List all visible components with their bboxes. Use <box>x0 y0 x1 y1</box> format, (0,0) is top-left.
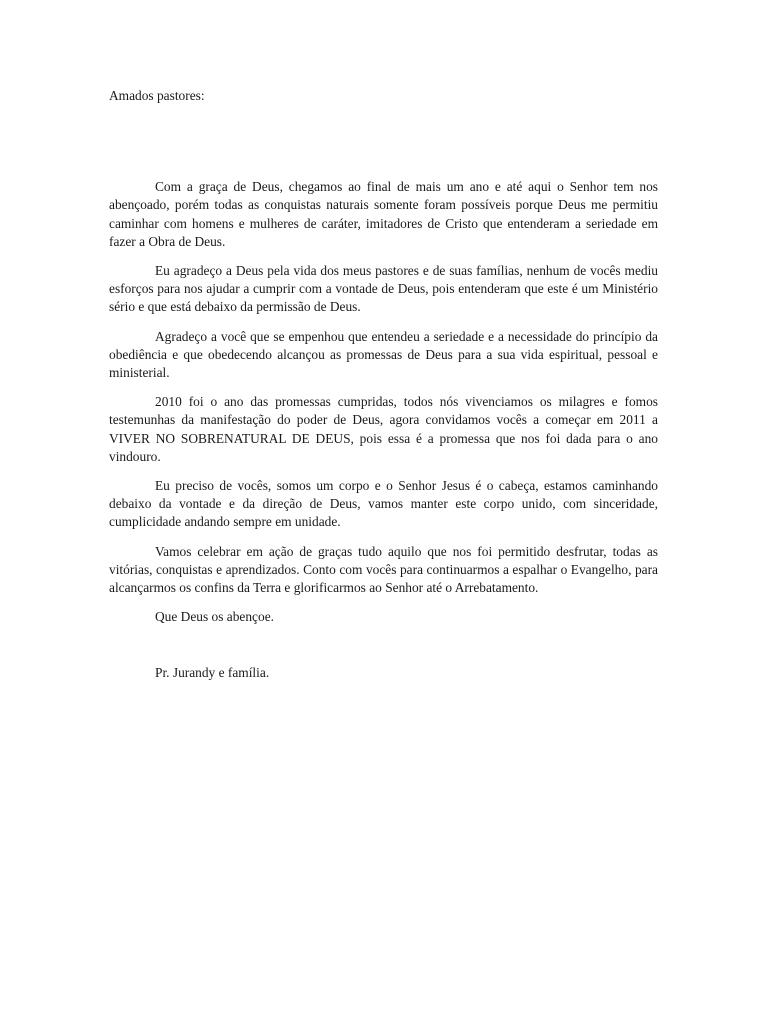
paragraph-5: Eu preciso de vocês, somos um corpo e o Senhor Jesus é o cabeça, estamos caminhando debaixo da vontade e da direção de Deus, vamos manter este corpo unido, com sinceridade, cumplicidade andando sempre em unidade. <box>109 478 658 530</box>
paragraph-3: Agradeço a você que se empenhou que entendeu a seriedade e a necessidade do princípio da obediência e que obedecendo alcançou as promessas de Deus para a sua vida espiritual, pessoal e ministerial. <box>109 328 658 381</box>
paragraph-1: Com a graça de Deus, chegamos ao final de mais um ano e até aqui o Senhor tem nos abençoado, porém todas as conquistas naturais somente foram possíveis porque Deus me permitiu caminhar com homens e mulheres de caráter, imitadores de Cristo que entenderam a seriedade em fazer a Obra de Deus. <box>109 179 658 249</box>
paragraph-4: 2010 foi o ano das promessas cumpridas, todos nós vivenciamos os milagres e fomos testemunhas da manifestação do poder de Deus, agora convidamos vocês a começar em 2011 a VIVER NO SOBRENATURAL DE DEUS, pois essa é a promessa que nos foi dada para o ano vindouro. <box>109 394 658 464</box>
salutation: Amados pastores: <box>109 88 205 103</box>
signature: Pr. Jurandy e família. <box>155 665 270 681</box>
letter-body <box>109 178 658 682</box>
closing-line: Que Deus os abençoe. <box>155 609 274 625</box>
letter <box>109 87 658 683</box>
paragraph-6: Vamos celebrar em ação de graças tudo aquilo que nos foi permitido desfrutar, todas as vitórias, conquistas e aprendizados. Conto com vocês para continuarmos a espalhar o Evangelho, para alcançarmos os confins da Terra e glorificarmos ao Senhor até o Arrebatamento. <box>109 543 658 596</box>
paragraph-2: Eu agradeço a Deus pela vida dos meus pastores e de suas famílias, nenhum de vocês mediu esforços para nos ajudar a cumprir com a vontade de Deus, pois entenderam que este é um Ministério sério e que está debaixo da permissão de Deus. <box>109 263 658 315</box>
